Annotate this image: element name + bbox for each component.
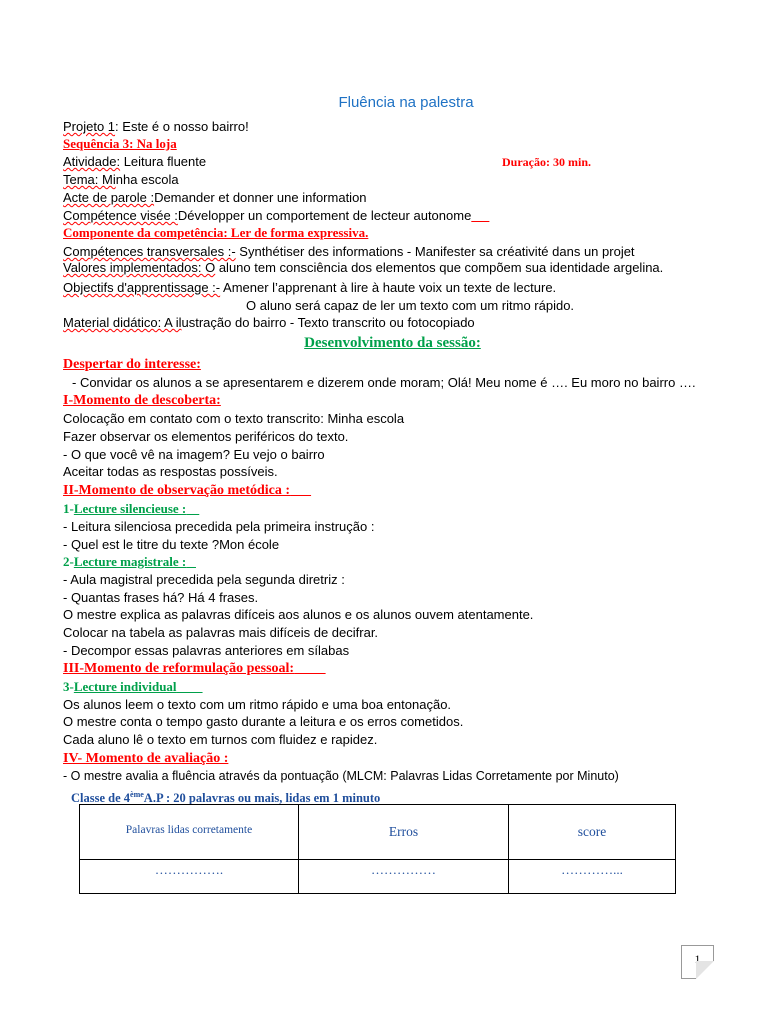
table-header-score: score bbox=[509, 805, 676, 860]
table-header-erros: Erros bbox=[299, 805, 509, 860]
sub2-title: Lecture magistrale : bbox=[73, 554, 187, 569]
momento4-line: - O mestre avalia a fluência através da pontuação (MLCM: Palavras Lidas Corretamente por Minuto) bbox=[63, 769, 619, 783]
evaluation-table bbox=[79, 804, 676, 894]
material-label: Material didático: A il bbox=[63, 315, 182, 330]
sequencia-line bbox=[63, 136, 177, 152]
material-text: ustração do bairro - Texto transcrito ou fotocopiado bbox=[181, 315, 475, 330]
sequencia-text: Sequência 3: Na loja bbox=[63, 136, 177, 151]
momento2-heading bbox=[63, 483, 311, 499]
valores-label: Valores implementados: O bbox=[63, 260, 216, 275]
transversales-line bbox=[63, 244, 635, 260]
page-fold-icon bbox=[696, 961, 714, 979]
objectifs-line-2: O aluno será capaz de ler um texto com um ritmo rápido. bbox=[246, 298, 575, 313]
momento1-line-3: - O que você vê na imagem? Eu vejo o bairro bbox=[63, 447, 325, 462]
momento1-line-2: Fazer observar os elementos periféricos do texto. bbox=[63, 429, 349, 444]
momento3-heading-text: III-Momento de reformulação pessoal: bbox=[63, 661, 295, 676]
competence-line bbox=[63, 208, 489, 224]
tema-label: Tema: Mi bbox=[63, 172, 116, 187]
page-number-box bbox=[681, 945, 714, 979]
momento2-sub1-line-1: - Leitura silenciosa precedida pela primeira instrução : bbox=[63, 519, 375, 534]
atividade-label: Atividade: bbox=[63, 154, 121, 169]
projeto-text: : Este é o nosso bairro! bbox=[115, 119, 249, 134]
competence-text: Développer un comportement de lecteur autonome bbox=[177, 208, 472, 223]
acte-line bbox=[63, 190, 367, 206]
momento2-sub1-line-2: - Quel est le titre du texte ?Mon école bbox=[63, 537, 280, 552]
lecture-silencieuse-heading bbox=[63, 501, 199, 517]
despertar-heading bbox=[63, 357, 201, 373]
momento1-heading-text: I-Momento de descoberta: bbox=[63, 393, 221, 408]
despertar-line: - Convidar os alunos a se apresentarem e dizerem onde moram; Olá! Meu nome é …. Eu moro no bairro …. bbox=[72, 375, 696, 390]
classe-sup: ème bbox=[130, 790, 144, 799]
sub1-number: 1- bbox=[63, 501, 74, 516]
objectifs-text: Amener l’apprenant à lire à haute voix un texte de lecture. bbox=[220, 280, 557, 295]
competence-trailing-mark bbox=[471, 208, 489, 223]
acte-text: Demander et donner une information bbox=[154, 190, 367, 205]
atividade-line bbox=[63, 154, 206, 170]
transversales-text: Synthétiser des informations - Manifester sa créativité dans un projet bbox=[235, 244, 635, 259]
table-header-palavras: Palavras lidas corretamente bbox=[80, 805, 299, 860]
table-cell-palavras[interactable] bbox=[80, 860, 299, 894]
momento1-line-1: Colocação em contato com o texto transcrito: Minha escola bbox=[63, 411, 405, 426]
desenvolvimento-text: Desenvolvimento da sessão: bbox=[304, 335, 481, 351]
momento1-heading bbox=[63, 393, 221, 409]
momento2-sub2-line-2: - Quantas frases há? Há 4 frases. bbox=[63, 590, 259, 605]
material-line bbox=[63, 315, 475, 331]
sub3-title: Lecture individual bbox=[73, 679, 177, 694]
momento3-line-3: Cada aluno lê o texto em turnos com fluidez e rapidez. bbox=[63, 732, 378, 747]
momento4-heading-text: IV- Momento de avaliação : bbox=[63, 751, 229, 766]
lecture-magistrale-heading bbox=[63, 554, 196, 570]
componente-line bbox=[63, 225, 368, 241]
sub3-number: 3- bbox=[63, 679, 74, 694]
tema-line bbox=[63, 172, 179, 188]
classe-suffix: A.P : 20 palavras ou mais, lidas em 1 minuto bbox=[143, 791, 381, 806]
table-cell-score[interactable] bbox=[509, 860, 676, 894]
tema-text: nha escola bbox=[115, 172, 179, 187]
momento2-sub2-line-4: Colocar na tabela as palavras mais difíceis de decifrar. bbox=[63, 625, 379, 640]
lecture-individual-heading bbox=[63, 679, 203, 695]
classe-prefix: Classe de 4 bbox=[71, 791, 131, 806]
table-cell-score-dots: …………... bbox=[561, 862, 623, 877]
atividade-text: Leitura fluente bbox=[120, 154, 207, 169]
valores-line bbox=[63, 260, 663, 276]
desenvolvimento-heading bbox=[0, 335, 768, 351]
componente-text: Componente da competência: Ler de forma expressiva. bbox=[63, 225, 369, 240]
momento2-sub2-line-5: - Decompor essas palavras anteriores em sílabas bbox=[63, 643, 350, 658]
sub1-title: Lecture silencieuse : bbox=[73, 501, 187, 516]
table-cell-palavras-dots: ……………. bbox=[154, 862, 224, 877]
momento4-heading bbox=[63, 751, 228, 767]
page-number: 1 bbox=[694, 952, 701, 966]
table-header-row bbox=[80, 805, 676, 860]
duracao: Duração: 30 min. bbox=[502, 155, 591, 169]
momento2-sub2-line-3: O mestre explica as palavras difíceis aos alunos e os alunos ouvem atentamente. bbox=[63, 607, 534, 622]
competence-label: Compétence visée : bbox=[63, 208, 178, 223]
momento2-heading-text: II-Momento de observação metódica : bbox=[63, 483, 291, 498]
momento1-line-4: Aceitar todas as respostas possíveis. bbox=[63, 464, 278, 479]
objectifs-label: Objectifs d'apprentissage :- bbox=[63, 280, 221, 295]
momento3-line-1: Os alunos leem o texto com um ritmo rápido e uma boa entonação. bbox=[63, 697, 452, 712]
objectifs-line bbox=[63, 280, 556, 296]
momento2-sub2-line-1: - Aula magistral precedida pela segunda diretriz : bbox=[63, 572, 345, 587]
valores-text: aluno tem consciência dos elementos que compõem sua identidade argelina. bbox=[215, 260, 664, 275]
transversales-label: Compétences transversales :- bbox=[63, 244, 236, 259]
projeto-label: Projeto 1 bbox=[63, 119, 116, 134]
document-title: Fluência na palestra bbox=[338, 94, 474, 111]
table-cell-erros-dots: …………… bbox=[371, 862, 436, 877]
sub2-number: 2- bbox=[63, 554, 74, 569]
table-cell-erros[interactable] bbox=[299, 860, 509, 894]
acte-label: Acte de parole : bbox=[63, 190, 155, 205]
momento3-line-2: O mestre conta o tempo gasto durante a leitura e os erros cometidos. bbox=[63, 714, 464, 729]
projeto-line bbox=[63, 119, 249, 135]
table-row bbox=[80, 860, 676, 894]
despertar-heading-text: Despertar do interesse: bbox=[63, 357, 201, 372]
momento3-heading bbox=[63, 661, 326, 677]
